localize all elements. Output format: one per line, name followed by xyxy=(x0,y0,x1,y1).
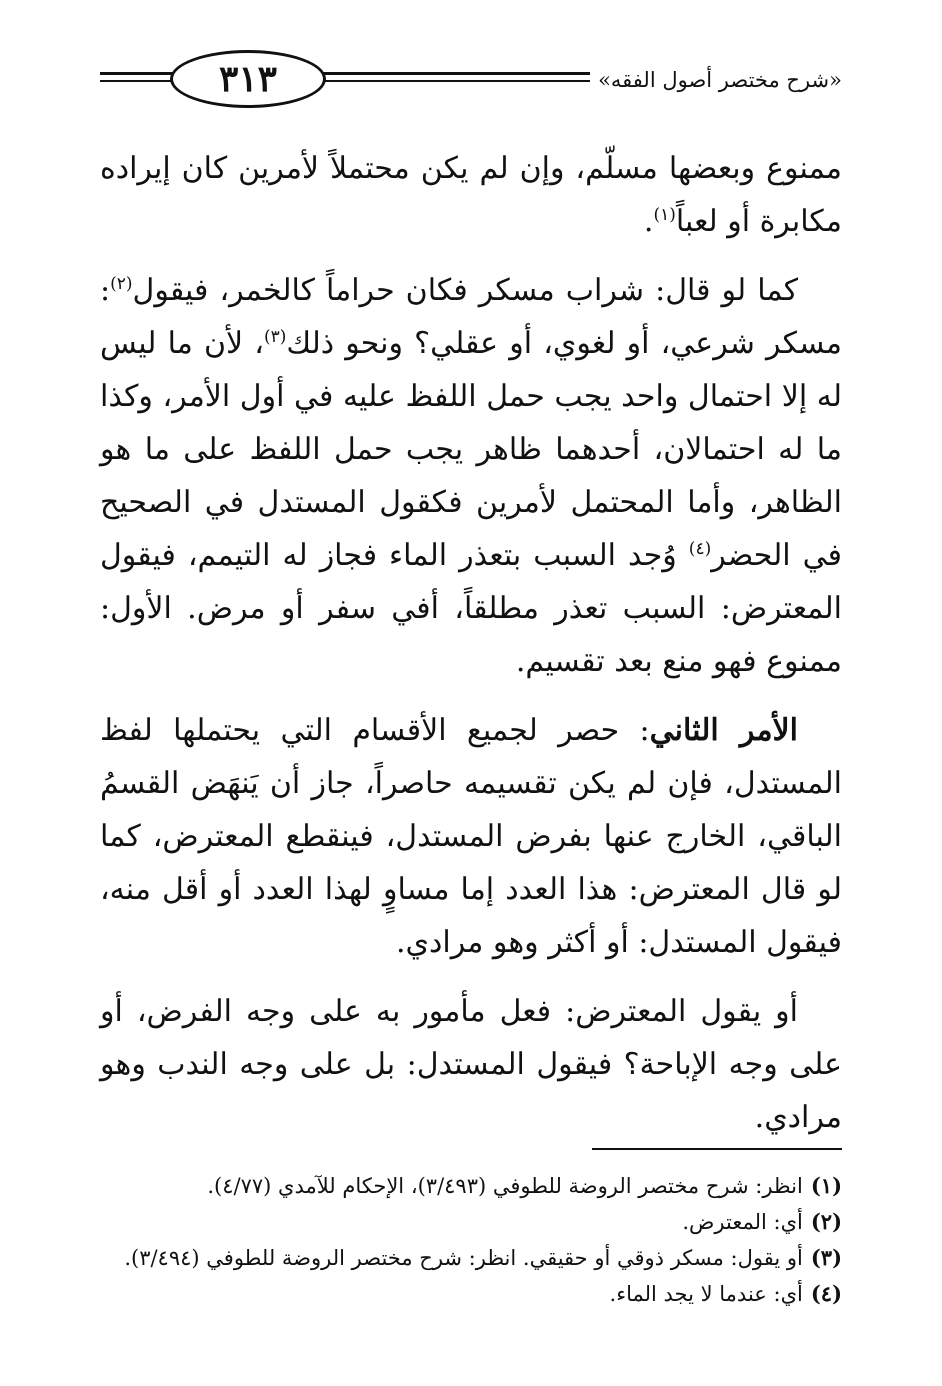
footnote-text: انظر: شرح مختصر الروضة للطوفي (٣/٤٩٣)، الإحكام للآمدي (٤/٧٧). xyxy=(207,1174,803,1198)
paragraph-1-end: . xyxy=(643,204,654,239)
header-rule-middle xyxy=(310,72,590,82)
footnote-3 xyxy=(100,1240,842,1276)
paragraph-2-text-c: ، لأن ما ليس له إلا احتمال واحد يجب حمل اللفظ عليه في أول الأمر، وكذا ما له احتمالان، أحدهما ظاهر يجب حمل اللفظ على ما هو الظاهر، وأما المحتمل لأمرين فكقول المستدل في الصحيح في الحضر xyxy=(100,326,842,573)
footnote-number: (٣) xyxy=(810,1245,842,1270)
footnotes xyxy=(100,1168,842,1312)
footnote-2 xyxy=(100,1204,842,1240)
paragraph-3-text: : حصر لجميع الأقسام التي يحتملها لفظ المستدل، فإن لم يكن تقسيمه حاصراً، جاز أن يَنهَض القسمُ الباقي، الخارج عنها بفرض المستدل، فينقطع المعترض، كما لو قال المعترض: هذا العدد إما مساوٍ لهذا العدد أو أقل منه، فيقول المستدل: أو أكثر وهو مرادي. xyxy=(100,713,842,960)
footnote-separator xyxy=(592,1148,842,1150)
footnote-ref-3: (٣) xyxy=(263,327,287,347)
paragraph-2 xyxy=(100,264,842,688)
footnote-1 xyxy=(100,1168,842,1204)
paragraph-2-text-b: : مسكر شرعي، أو لغوي، أو عقلي؟ ونحو ذلك xyxy=(100,273,842,361)
page-header xyxy=(100,48,842,118)
footnote-ref-1: (١) xyxy=(653,205,676,225)
footnote-number: (٢) xyxy=(810,1209,842,1234)
paragraph-3-term: الأمر الثاني xyxy=(649,713,798,748)
footnote-number: (١) xyxy=(810,1173,842,1198)
footnote-text: أو يقول: مسكر ذوقي أو حقيقي. انظر: شرح مختصر الروضة للطوفي (٣/٤٩٤). xyxy=(124,1246,803,1270)
paragraph-2-text-a: كما لو قال: شراب مسكر فكان حراماً كالخمر، فيقول xyxy=(132,273,798,308)
paragraph-1 xyxy=(100,142,842,248)
book-title: «شرح مختصر أصول الفقه» xyxy=(598,68,842,92)
paragraph-4-text: أو يقول المعترض: فعل مأمور به على وجه الفرض، أو على وجه الإباحة؟ فيقول المستدل: بل على وجه الندب وهو مرادي. xyxy=(100,994,842,1135)
footnote-4 xyxy=(100,1276,842,1312)
paragraph-2-text-d: وُجد السبب بتعذر الماء فجاز له التيمم، فيقول المعترض: السبب تعذر مطلقاً، أفي سفر أو مرض. الأول: ممنوع فهو منع بعد تقسيم. xyxy=(100,538,842,679)
main-text xyxy=(100,142,842,1160)
footnote-text: أي: عندما لا يجد الماء. xyxy=(609,1282,803,1306)
footnote-ref-4: (٤) xyxy=(688,539,712,559)
footnote-ref-2: (٢) xyxy=(110,274,133,294)
page-number: ٣١٣ xyxy=(170,50,326,108)
footnote-text: أي: المعترض. xyxy=(682,1210,803,1234)
footnote-number: (٤) xyxy=(810,1281,842,1306)
paragraph-4 xyxy=(100,985,842,1144)
paragraph-1-text: ممنوع وبعضها مسلّم، وإن لم يكن محتملاً لأمرين كان إيراده مكابرة أو لعباً xyxy=(100,151,842,239)
paragraph-3 xyxy=(100,704,842,969)
